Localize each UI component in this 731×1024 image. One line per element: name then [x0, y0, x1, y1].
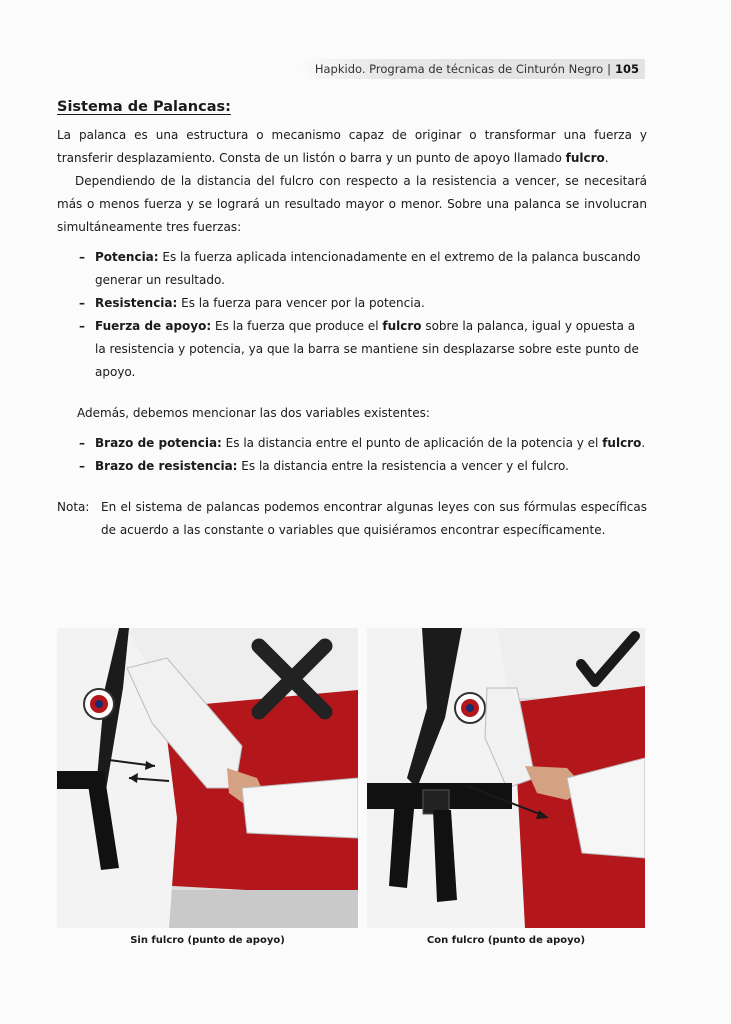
fulcro-term: fulcro — [565, 151, 605, 165]
variables-list — [57, 432, 647, 478]
list-item: – Fuerza de apoyo: Es la fuerza que produce el fulcro sobre la palanca, igual y opuesta a la resistencia y potencia, ya que la barra se mantiene sin desplazarse sobre este punto de apoyo. — [79, 319, 639, 379]
note-paragraph — [57, 496, 647, 542]
header-separator: | — [607, 62, 611, 76]
forces-list — [57, 246, 647, 384]
paragraph-distance: Dependiendo de la distancia del fulcro con respecto a la resistencia a vencer, se necesitará más o menos fuerza y se logrará un resultado mayor o menor. Sobre una palanca se involucran simultáneamente tres fuerzas: — [57, 174, 647, 234]
running-header — [300, 59, 645, 79]
list-item: – Brazo de potencia: Es la distancia entre el punto de aplicación de la potencia y el fulcro. — [79, 436, 646, 450]
note-text: En el sistema de palancas podemos encontrar algunas leyes con sus fórmulas específicas de acuerdo a las constante o variables que quisiéramos encontrar específicamente. — [101, 500, 647, 537]
list-item: – Resistencia: Es la fuerza para vencer por la potencia. — [79, 296, 425, 310]
list-item: – Brazo de resistencia: Es la distancia entre la resistencia a vencer y el fulcro. — [79, 459, 569, 473]
variables-intro: Además, debemos mencionar las dos variables existentes: — [77, 406, 430, 420]
caption-sin-fulcro: Sin fulcro (punto de apoyo) — [130, 935, 285, 946]
page-number: 105 — [614, 62, 639, 76]
running-title: Hapkido. Programa de técnicas de Cinturón Negro — [314, 62, 604, 76]
photo-con-fulcro — [367, 628, 645, 928]
note-label: Nota: — [57, 500, 90, 514]
section-title: Sistema de Palancas: — [57, 99, 231, 115]
list-item: – Potencia: Es la fuerza aplicada intencionadamente en el extremo de la palanca buscando generar un resultado. — [79, 250, 641, 287]
main-text — [57, 96, 647, 542]
paragraph-definition: La palanca es una estructura o mecanismo capaz de originar o transformar una fuerza y transferir desplazamiento. Consta de un listón o barra y un punto de apoyo llamado fulcro. — [57, 128, 647, 165]
caption-con-fulcro: Con fulcro (punto de apoyo) — [426, 935, 586, 946]
photo-sin-fulcro — [57, 628, 358, 928]
